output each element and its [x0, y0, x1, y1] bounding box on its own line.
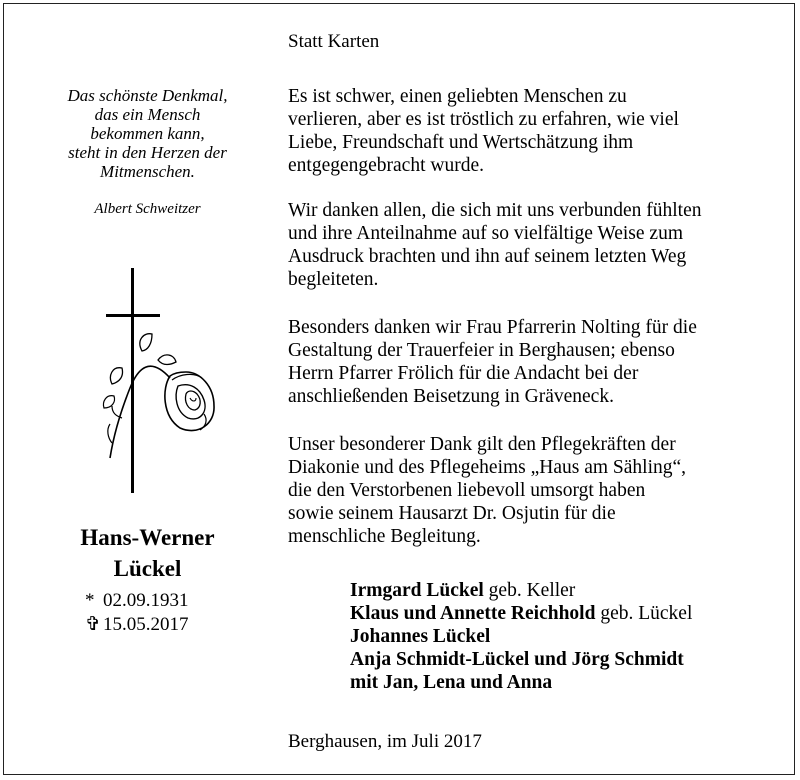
- birth-star-icon: *: [85, 590, 95, 611]
- place-date: Berghausen, im Juli 2017: [288, 731, 482, 752]
- signer: [350, 579, 692, 602]
- paragraph-line: Ausdruck brachten und ihn auf seinem letzten Weg: [288, 246, 687, 267]
- signer: [350, 625, 692, 648]
- last-name: Lückel: [113, 556, 182, 581]
- paragraph-line: verlieren, aber es ist tröstlich zu erfahren, wie viel: [288, 109, 679, 130]
- paragraph-line: Besonders danken wir Frau Pfarrerin Nolting für die: [288, 317, 697, 338]
- quote-line: Das schönste Denkmal,: [67, 86, 228, 105]
- paragraph-line: Wir danken allen, die sich mit uns verbunden fühlten: [288, 200, 702, 221]
- paragraph-line: die den Verstorbenen liebevoll umsorgt haben: [288, 480, 646, 501]
- deceased-name: [20, 522, 275, 584]
- signer: [350, 648, 692, 671]
- signer-name: Klaus und Annette Reichhold: [350, 603, 596, 624]
- quote-line: das ein Mensch: [94, 105, 201, 124]
- paragraph-line: Unser besonderer Dank gilt den Pflegekräften der: [288, 434, 676, 455]
- paragraph-line: Es ist schwer, einen geliebten Menschen zu: [288, 86, 627, 107]
- paragraph-line: entgegengebracht wurde.: [288, 155, 484, 176]
- signer-name: mit Jan, Lena und Anna: [350, 672, 553, 693]
- birth-date: 02.09.1931: [103, 590, 189, 611]
- paragraph-line: anschließenden Beisetzung in Gräveneck.: [288, 386, 614, 407]
- death-row: [85, 613, 189, 637]
- first-name: Hans-Werner: [80, 525, 215, 550]
- paragraph-thanks-all: [288, 199, 788, 291]
- notice-heading: Statt Karten: [288, 31, 380, 52]
- quote-line: bekommen kann,: [90, 124, 205, 143]
- paragraph-line: Liebe, Freundschaft und Wertschätzung ihm: [288, 132, 634, 153]
- epitaph-quote: [20, 86, 275, 181]
- signers-list: [350, 579, 692, 694]
- quote-author: Albert Schweitzer: [94, 201, 201, 217]
- signer-name: Johannes Lückel: [350, 626, 491, 647]
- birth-row: [85, 589, 189, 613]
- paragraph-line: Gestaltung der Trauerfeier in Berghausen; ebenso: [288, 340, 675, 361]
- signer: [350, 671, 692, 694]
- signer-name: Anja Schmidt-Lückel und Jörg Schmidt: [350, 649, 684, 670]
- paragraph-line: und ihre Anteilnahme auf so vielfältige Weise zum: [288, 223, 683, 244]
- signer: [350, 602, 692, 625]
- paragraph-line: Diakonie und des Pflegeheims „Haus am Sähling“,: [288, 457, 687, 478]
- death-date: 15.05.2017: [103, 614, 189, 635]
- life-dates: [85, 589, 189, 637]
- death-cross-icon: ✞: [85, 614, 101, 635]
- signer-suffix: geb. Lückel: [595, 603, 693, 624]
- quote-line: Mitmenschen.: [100, 162, 195, 181]
- paragraph-thanks-clergy: [288, 316, 788, 408]
- paragraph-line: menschliche Begleitung.: [288, 526, 481, 547]
- signer-name: Irmgard Lückel: [350, 580, 484, 601]
- paragraph-line: sowie seinem Hausarzt Dr. Osjutin für die: [288, 503, 616, 524]
- paragraph-intro: [288, 85, 788, 177]
- paragraph-thanks-care: [288, 433, 788, 548]
- signer-suffix: geb. Keller: [483, 580, 576, 601]
- cross-with-rose-icon: [100, 268, 220, 493]
- paragraph-line: begleiteten.: [288, 269, 379, 290]
- quote-line: steht in den Herzen der: [68, 143, 227, 162]
- paragraph-line: Herrn Pfarrer Frölich für die Andacht bei der: [288, 363, 639, 384]
